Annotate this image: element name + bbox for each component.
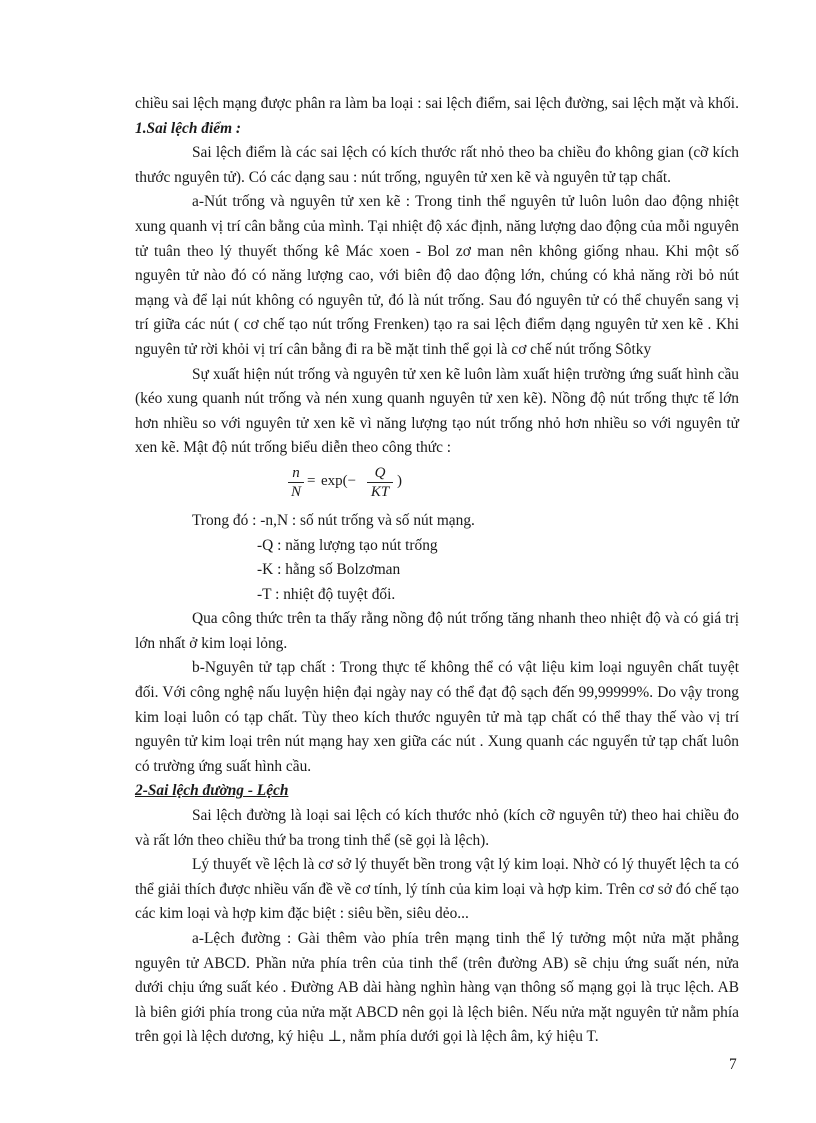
document-page <box>135 92 739 1050</box>
formula-where-line-4: -T : nhiệt độ tuyệt đối. <box>257 585 396 603</box>
paragraph-stress-field: Sự xuất hiện nút trống và nguyên tử xen kẽ luôn làm xuất hiện trường ứng suất hình cầu (kéo xung quanh nút trống và nén xung quanh nguyên tử xen kẽ). Nồng độ nút trống thực tế lớn hơn nhiều so với nguyên tử xen kẽ vì năng lượng tạo nút trống nhỏ hơn nhiều so với nguyên tử xen kẽ. Mật độ nút trống biểu diễn theo công thức : <box>135 365 739 457</box>
paragraph-formula-conclusion: Qua công thức trên ta thấy rằng nồng độ nút trống tăng nhanh theo nhiệt độ và có giá trị lớn nhất ở kim loại lỏng. <box>135 610 739 652</box>
formula-lhs-fraction <box>288 464 304 502</box>
paragraph-vacancies: a-Nút trống và nguyên tử xen kẽ : Trong tinh thể nguyên tử luôn luôn dao động nhiệt xung quanh vị trí cân bằng của mình. Tại nhiệt độ xác định, năng lượng dao động của mỗi nguyên tử tuân theo lý thuyết thống kê Mác xoen - Bol zơ man nên không giống nhau. Khi một số nguyên tử nào đó có năng lượng cao, với biên độ dao động lớn, chúng có khả năng rời bỏ nút mạng và để lại nút không có nguyên tử, đó là nút trống. Sau đó nguyên tử có thể chuyển sang vị trí giữa các nút ( cơ chế tạo nút trống Frenken) tạo ra sai lệch điểm dạng nguyên tử xen kẽ . Khi nguyên tử rời khỏi vị trí cân bằng đi ra bề mặt tinh thể gọi là cơ chế nút trống Sôtky <box>135 193 739 358</box>
paragraph-impurity-atoms: b-Nguyên tử tạp chất : Trong thực tế không thể có vật liệu kim loại nguyên chất tuyệt đối. Với công nghệ nấu luyện hiện đại ngày nay có thể đạt độ sạch đến 99,99999%. Do vậy trong kim loại luôn có tạp chất. Tùy theo kích thước nguyên tử mà tạp chất có thể thay thế vào vị trí nguyên tử kim loại trên nút mạng hay xen giữa các nút . Xung quanh các nguyển tử tạp chất luôn có trường ứng suất hình cầu. <box>135 659 739 775</box>
paragraph-intro: chiều sai lệch mạng được phân ra làm ba loại : sai lệch điểm, sai lệch đường, sai lệch mặt và khối. <box>135 95 739 112</box>
paragraph-edge-dislocation: a-Lệch đường : Gài thêm vào phía trên mạng tinh thể lý tưởng một nửa mặt phẳng nguyên tử ABCD. Phần nửa phía trên của tinh thể (trên đường AB) sẽ chịu ứng suất nén, nửa dưới chịu ứng suất kéo . Đường AB dài hàng nghìn hàng vạn thông số mạng gọi là trục lệch. AB là biên giới phía trong của nửa mặt ABCD nên gọi là lệch biên. Nếu nửa mặt nguyên tử nằm phía trên gọi là lệch dương, ký hiệu ⊥, nằm phía dưới gọi là lệch âm, ký hiệu T. <box>135 930 739 1046</box>
formula-rhs-denominator: KT <box>370 483 390 500</box>
formula-exp: exp(− <box>321 472 357 489</box>
page-number: 7 <box>729 1056 737 1073</box>
formula-equals: = <box>307 472 316 489</box>
formula-lhs-denominator: N <box>290 483 301 500</box>
formula-where-line-3: -K : hằng số Bolzơman <box>257 561 401 579</box>
formula-rhs-numerator: Q <box>367 464 393 483</box>
formula-where-line-2: -Q : năng lượng tạo nút trống <box>257 536 438 554</box>
section-heading-line-defects: 2-Sai lệch đường - Lệch <box>135 782 289 800</box>
paragraph-dislocation-theory: Lý thuyết về lệch là cơ sở lý thuyết bền trong vật lý kim loại. Nhờ có lý thuyết lệch ta có thể giải thích được nhiều vấn đề về cơ tính, lý tính của kim loại và hợp kim. Trên cơ sở đó chế tạo các kim loại và hợp kim đặc biệt : siêu bền, siêu dẻo... <box>135 856 739 923</box>
formula-rhs-fraction <box>367 464 393 502</box>
paragraph-line-defects: Sai lệch đường là loại sai lệch có kích thước nhỏ (kích cỡ nguyên tử) theo hai chiều đo và rất lớn theo chiều thứ ba trong tinh thể (sẽ gọi là lệch). <box>135 807 739 849</box>
vacancy-density-formula <box>135 463 739 507</box>
formula-lhs-numerator: n <box>288 464 304 483</box>
formula-close-paren: ) <box>397 472 402 489</box>
section-heading-point-defects: 1.Sai lệch điểm : <box>135 119 242 137</box>
paragraph-point-defects: Sai lệch điểm là các sai lệch có kích thước rất nhỏ theo ba chiều đo không gian (cỡ kích thước nguyên tử). Có các dạng sau : nút trống, nguyên tử xen kẽ và nguyên tử tạp chất. <box>135 144 739 186</box>
formula-where-line-1: Trong đó : -n,N : số nút trống và số nút mạng. <box>192 511 475 529</box>
